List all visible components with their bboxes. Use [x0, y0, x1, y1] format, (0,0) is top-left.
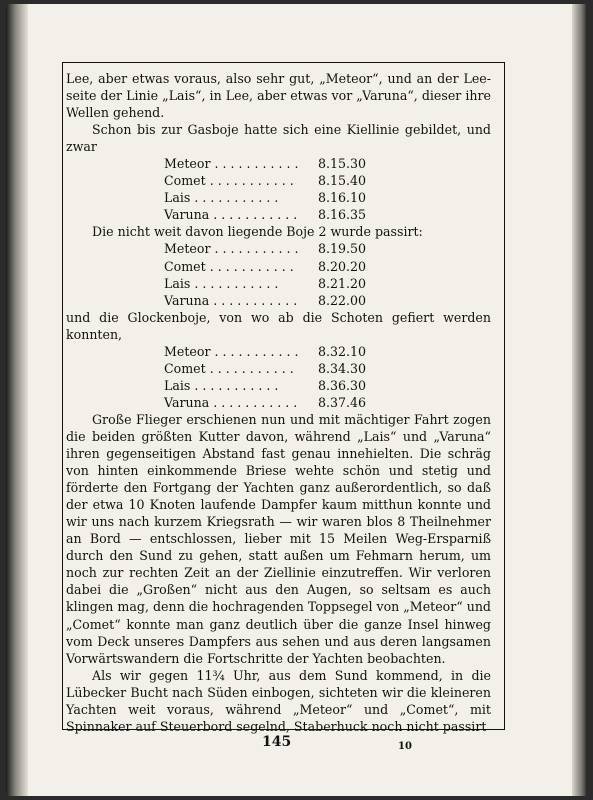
yacht-name: Meteor — [164, 156, 211, 172]
dot-leader: ........... — [214, 343, 303, 359]
paragraph-2: Schon bis zur Gasboje hatte sich eine Kiellinie gebildet, und zwar — [66, 122, 491, 155]
yacht-name: Lais — [164, 275, 191, 291]
table-row — [164, 258, 367, 275]
passing-time: 8.21.20 — [318, 275, 367, 291]
passing-time: 8.22.00 — [318, 292, 367, 308]
yacht-name: Lais — [164, 190, 191, 206]
paragraph-4: und die Glockenboje, von wo ab die Schoten gefiert werden konnten, — [66, 309, 491, 342]
table-row — [164, 172, 367, 189]
dot-leader: ........... — [209, 258, 298, 274]
times-table-glockenboje — [66, 343, 491, 411]
dot-leader: ........... — [213, 394, 302, 410]
passing-time: 8.16.35 — [318, 207, 367, 223]
yacht-name: Lais — [164, 377, 191, 393]
times-table-boje-2 — [66, 240, 491, 308]
yacht-name: Comet — [164, 173, 206, 189]
table-row — [164, 240, 367, 257]
table-row — [164, 394, 367, 411]
yacht-name: Meteor — [164, 241, 211, 257]
paragraph-5: Große Flieger erschienen nun und mit mächtiger Fahrt zogen die beiden größten Kutter davon, während „Lais“ und „Varuna“ ihren gegenseitigen Abstand fast genau innehielten. Die schräg von hinten einkommende Briese wehte schön und stetig und förderte den Fortgang der Yachten ganz außerordentlich, so daß der etwa 10 Knoten laufende Dampfer kaum mitthun konnte und wir uns nach kurzem Kriegsrath — wir waren blos 8 Theilnehmer an Bord — entschlossen, lieber mit 15 Meilen Weg-Ersparniß durch den Sund zu gehen, statt außen um Fehmarn herum, um noch zur rechten Zeit an der Ziellinie einzutreffen. Wir verloren dabei die „Großen“ nicht aus den Augen, so seltsam es auch klingen mag, denn die hochragenden Toppsegel von „Meteor“ und „Comet“ konnte man ganz deutlich über die ganze Insel hinweg vom Deck unseres Dampfers aus sehen und aus deren langsamen Vorwärtswandern die Fortschritte der Yachten beobachten. — [66, 411, 491, 666]
passing-time: 8.20.20 — [318, 258, 367, 274]
passing-time: 8.34.30 — [318, 360, 367, 376]
page-number: 145 — [262, 734, 292, 750]
dot-leader: ........... — [194, 377, 283, 393]
paragraph-6: Als wir gegen 11¾ Uhr, aus dem Sund kommend, in die Lübecker Bucht nach Süden einbogen, sichteten wir die kleineren Yachten weit voraus, während „Meteor“ und „Comet“, mit Spinnaker auf Steuerbord segelnd, Staberhuck noch nicht passirt — [66, 667, 491, 734]
page-edge-right — [572, 4, 586, 796]
dot-leader: ........... — [194, 190, 283, 206]
dot-leader: ........... — [214, 241, 303, 257]
passing-time: 8.19.50 — [318, 241, 367, 257]
passing-time: 8.32.10 — [318, 343, 367, 359]
passing-time: 8.16.10 — [318, 190, 367, 206]
table-row — [164, 206, 367, 223]
yacht-name: Varuna — [164, 292, 210, 308]
signature-mark: 10 — [398, 741, 412, 752]
yacht-name: Comet — [164, 258, 206, 274]
paragraph-1: Lee, aber etwas voraus, also sehr gut, „Meteor“, und an der Lee-seite der Linie „Lais“, in Lee, aber etwas vor „Varuna“, dieser ihre Wellen gehend. — [66, 71, 491, 121]
table-row — [164, 292, 367, 309]
yacht-name: Varuna — [164, 207, 210, 223]
dot-leader: ........... — [194, 275, 283, 291]
yacht-name: Comet — [164, 360, 206, 376]
body-text — [66, 70, 491, 735]
passing-time: 8.15.30 — [318, 156, 367, 172]
dot-leader: ........... — [213, 207, 302, 223]
dot-leader: ........... — [209, 173, 298, 189]
dot-leader: ........... — [214, 156, 303, 172]
table-row — [164, 377, 367, 394]
passing-time: 8.36.30 — [318, 377, 367, 393]
yacht-name: Meteor — [164, 343, 211, 359]
times-table-gasboje — [66, 155, 491, 223]
table-row — [164, 343, 367, 360]
passing-time: 8.37.46 — [318, 394, 367, 410]
page-gutter-left — [6, 4, 28, 796]
table-row — [164, 275, 367, 292]
table-row — [164, 189, 367, 206]
table-row — [164, 155, 367, 172]
table-row — [164, 360, 367, 377]
passing-time: 8.15.40 — [318, 173, 367, 189]
dot-leader: ........... — [209, 360, 298, 376]
dot-leader: ........... — [213, 292, 302, 308]
paragraph-3: Die nicht weit davon liegende Boje 2 wurde passirt: — [92, 224, 423, 240]
yacht-name: Varuna — [164, 394, 210, 410]
